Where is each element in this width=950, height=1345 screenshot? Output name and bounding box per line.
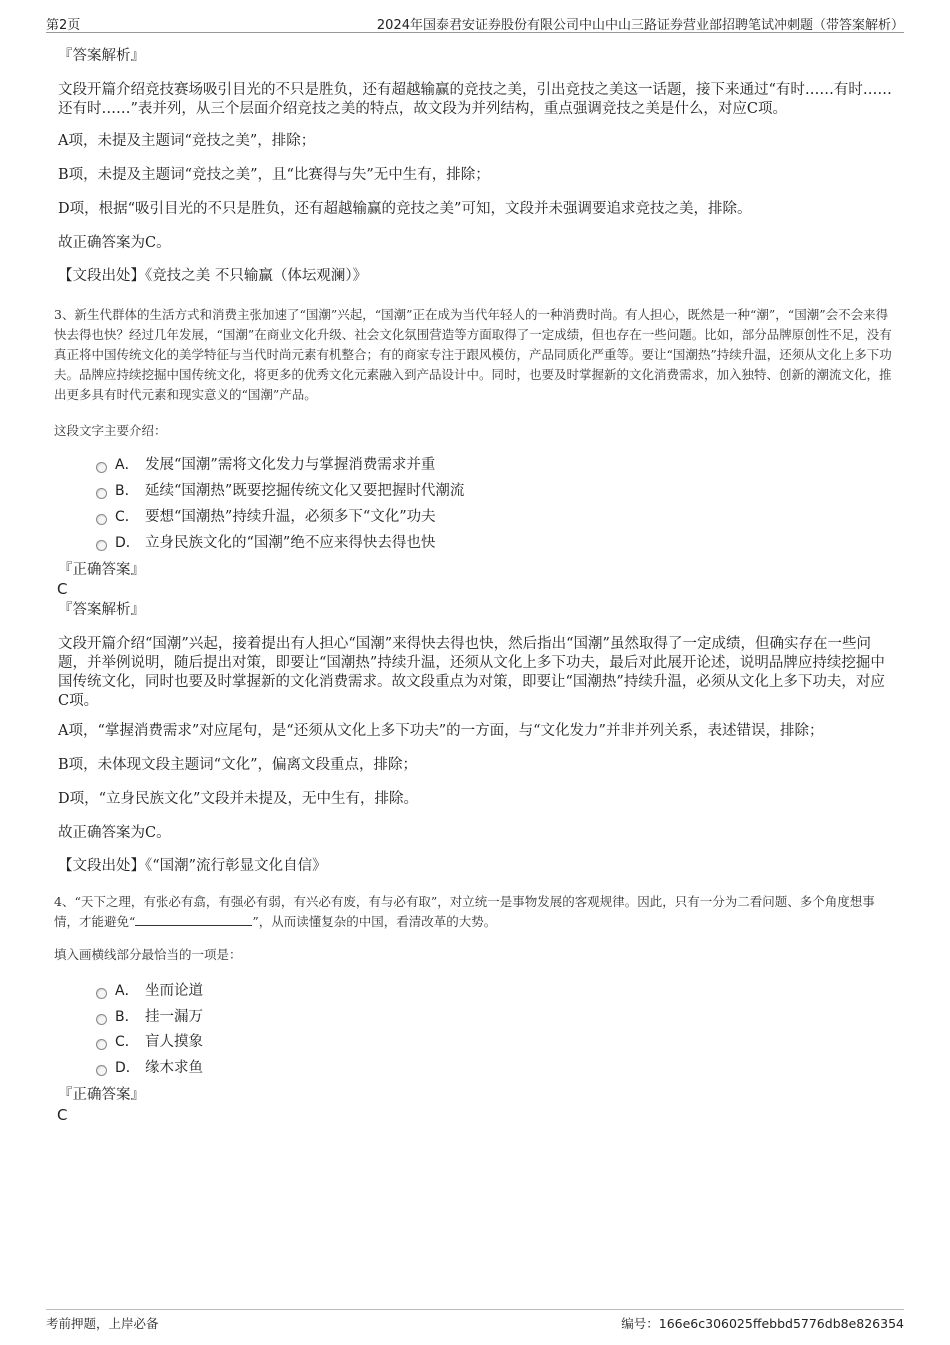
q4-answer: C — [57, 1106, 68, 1124]
radio-button[interactable] — [96, 514, 107, 525]
q4-option-c[interactable] — [96, 1032, 203, 1052]
header-divider — [46, 32, 904, 33]
q3-analysis-heading: 『答案解析』 — [58, 602, 145, 618]
q3-analysis-option-a: A项，“掌握消费需求”对应尾句，是“还须从文化上多下功夫”的一方面，与“文化发力”并非并列关系，表述错误，排除； — [58, 723, 824, 739]
option-text: 盲人摸象 — [145, 1034, 203, 1050]
radio-button[interactable] — [96, 1039, 107, 1050]
radio-button[interactable] — [96, 988, 107, 999]
option-text: 缘木求鱼 — [145, 1060, 203, 1076]
footer-slogan: 考前押题，上岸必备 — [46, 1316, 159, 1331]
page-number: 第2页 — [46, 18, 81, 33]
document-title: 2024年国泰君安证券股份有限公司中山中山三路证券营业部招聘笔试冲刺题（带答案解析） — [376, 18, 904, 33]
q4-stem-after: ”，从而读懂复杂的中国，看清改革的大势。 — [252, 914, 497, 929]
q2-source: 【文段出处】《竞技之美 不只输赢（体坛观澜）》 — [58, 268, 368, 284]
radio-button[interactable] — [96, 1014, 107, 1025]
option-letter: D． — [115, 535, 140, 551]
option-letter: B． — [115, 1009, 139, 1025]
q3-option-d[interactable] — [96, 533, 435, 553]
q3-option-c[interactable] — [96, 507, 436, 527]
q2-analysis-option-a: A项，未提及主题词“竞技之美”，排除； — [58, 133, 316, 149]
option-text: 坐而论道 — [145, 983, 203, 999]
q3-stem: 3、新生代群体的生活方式和消费主张加速了“国潮”兴起，“国潮”正在成为当代年轻人的一种消费时尚。有人担心，既然是一种“潮”，“国潮”会不会来得快去得也快？经过几年发展，“国潮”在商业文化升级、社会文化氛围营造等方面取得了一定成绩，但也存在一些问题。比如，部分品牌原创性不足，没有真正将中国传统文化的美学特征与当代时尚元素有机整合；有的商家专注于跟风模仿，产品同质化严重等。要让“国潮热”持续升温，还须从文化上多下功夫。品牌应持续挖掘中国传统文化，将更多的优秀文化元素融入到产品设计中。同时，也要及时掌握新的文化消费需求，加入独特、创新的潮流文化，推出更多具有时代元素和现实意义的“国潮”产品。 — [54, 307, 892, 402]
footer-divider — [46, 1309, 904, 1310]
option-text: 立身民族文化的“国潮”绝不应来得快去得也快 — [145, 535, 436, 551]
q3-prompt: 这段文字主要介绍： — [54, 423, 167, 438]
option-letter: A． — [115, 983, 139, 999]
q2-conclusion: 故正确答案为C。 — [58, 235, 171, 251]
q3-analysis-option-b: B项，未体现文段主题词“文化”，偏离文段重点，排除； — [58, 757, 417, 773]
q4-option-d[interactable] — [96, 1058, 203, 1078]
q4-answer-heading: 『正确答案』 — [58, 1087, 145, 1103]
q4-stem — [54, 892, 896, 932]
option-letter: C． — [115, 1034, 139, 1050]
option-text: 要想“国潮热”持续升温，必须多下“文化”功夫 — [145, 509, 436, 525]
option-letter: D． — [115, 1060, 140, 1076]
radio-button[interactable] — [96, 488, 107, 499]
radio-button[interactable] — [96, 1065, 107, 1076]
radio-button[interactable] — [96, 540, 107, 551]
document-serial: 编号：166e6c306025ffebbd5776db8e826354 — [621, 1316, 904, 1331]
q3-source: 【文段出处】《“国潮”流行彰显文化自信》 — [58, 858, 327, 874]
option-text: 挂一漏万 — [145, 1009, 203, 1025]
q4-option-b[interactable] — [96, 1007, 203, 1027]
q2-analysis-option-b: B项，未提及主题词“竞技之美”，且“比赛得与失”无中生有，排除； — [58, 167, 490, 183]
q2-analysis-heading: 『答案解析』 — [58, 48, 145, 64]
q2-analysis-intro: 文段开篇介绍竞技赛场吸引目光的不只是胜负，还有超越输赢的竞技之美，引出竞技之美这一话题，接下来通过“有时……有时……还有时……”表并列，从三个层面介绍竞技之美的特点，故文段为并列结构，重点强调竞技之美是什么，对应C项。 — [58, 82, 892, 117]
q4-stem-before: 4、“天下之理，有张必有翕，有强必有弱，有兴必有废，有与必有取”，对立统一是事物发展的客观规律。因此，只有一分为二看问题、多个角度想事情，才能避免“ — [54, 894, 875, 929]
radio-button[interactable] — [96, 462, 107, 473]
q3-answer: C — [57, 580, 68, 598]
q4-prompt: 填入画横线部分最恰当的一项是： — [54, 947, 242, 962]
option-text: 发展“国潮”需将文化发力与掌握消费需求并重 — [145, 457, 436, 473]
option-letter: B． — [115, 483, 139, 499]
fill-in-blank — [135, 913, 252, 926]
q3-analysis-intro: 文段开篇介绍“国潮”兴起，接着提出有人担心“国潮”来得快去得也快，然后指出“国潮”虽然取得了一定成绩，但确实存在一些问题，并举例说明，随后提出对策，即要让“国潮热”持续升温，还须从文化上多下功夫，最后对此展开论述，说明品牌应持续挖掘中国传统文化，同时也要及时掌握新的文化消费需求。故文段重点为对策，即要让“国潮热”持续升温，必须从文化上多下功夫，对应C项。 — [58, 636, 885, 709]
option-text: 延续“国潮热”既要挖掘传统文化又要把握时代潮流 — [145, 483, 465, 499]
option-letter: C． — [115, 509, 139, 525]
q3-conclusion: 故正确答案为C。 — [58, 825, 171, 841]
q4-option-a[interactable] — [96, 981, 203, 1001]
q2-analysis-option-d: D项，根据“吸引目光的不只是胜负，还有超越输赢的竞技之美”可知，文段并未强调要追求竞技之美，排除。 — [58, 201, 752, 217]
q3-answer-heading: 『正确答案』 — [58, 562, 145, 578]
q3-option-b[interactable] — [96, 481, 464, 501]
option-letter: A． — [115, 457, 139, 473]
q3-analysis-option-d: D项，“立身民族文化”文段并未提及，无中生有，排除。 — [58, 791, 418, 807]
q3-option-a[interactable] — [96, 455, 435, 475]
